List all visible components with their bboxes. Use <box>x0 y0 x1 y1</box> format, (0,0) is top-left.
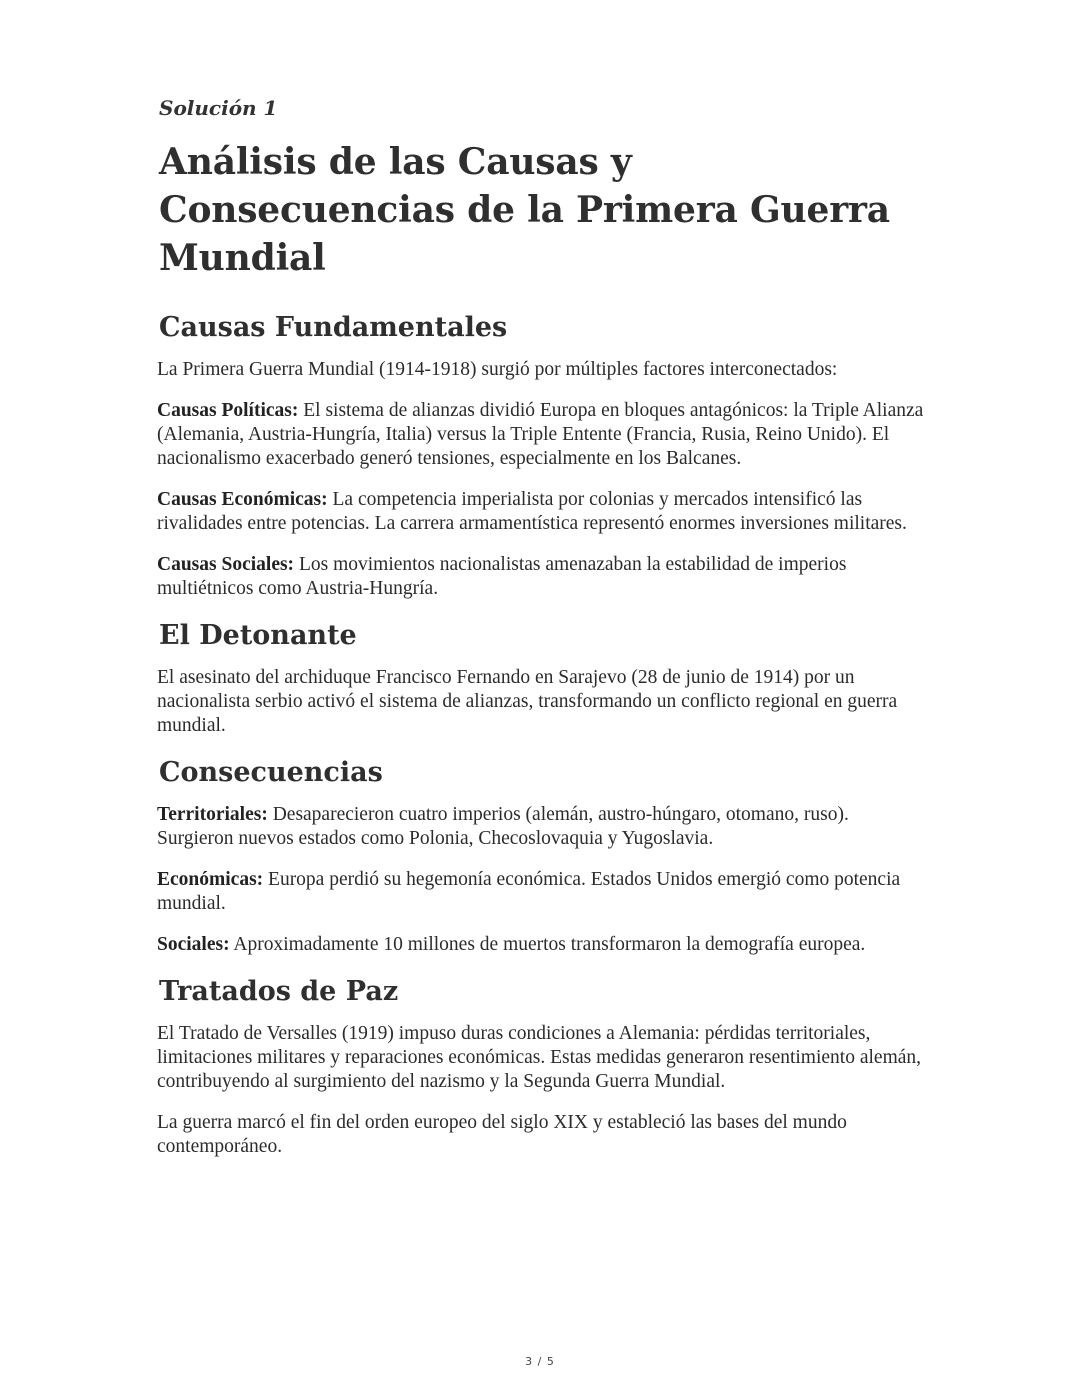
section-heading: Tratados de Paz <box>159 976 399 1007</box>
paragraph <box>157 933 927 957</box>
paragraph-text: El Tratado de Versalles (1919) impuso duras condiciones a Alemania: pérdidas territoriales, limitaciones militares y reparaciones económicas. Estas medidas generaron resentimiento alemán, contribuyendo al surgimiento del nazismo y la Segunda Guerra Mundial. <box>157 1023 922 1092</box>
paragraph <box>157 1111 927 1159</box>
paragraph-label: Sociales: <box>157 934 230 955</box>
paragraph-text: Los movimientos nacionalistas amenazaban la estabilidad de imperios multiétnicos como Austria-Hungría. <box>157 554 847 599</box>
paragraph-text: Aproximadamente 10 millones de muertos transformaron la demografía europea. <box>229 934 866 955</box>
paragraph <box>157 666 927 738</box>
paragraph-label: Causas Económicas: <box>157 489 328 510</box>
paragraph-label: Causas Sociales: <box>157 554 295 575</box>
section-heading: Causas Fundamentales <box>159 312 508 343</box>
paragraph <box>157 803 927 851</box>
paragraph-text: La Primera Guerra Mundial (1914-1918) surgió por múltiples factores interconectados: <box>157 359 838 380</box>
paragraph-text: La guerra marcó el fin del orden europeo del siglo XIX y estableció las bases del mundo contemporáneo. <box>157 1112 847 1157</box>
paragraph-label: Causas Políticas: <box>157 400 299 421</box>
section-causas-fundamentales <box>157 310 927 601</box>
paragraph <box>157 488 927 536</box>
paragraph-text: El sistema de alianzas dividió Europa en bloques antagónicos: la Triple Alianza (Alemania, Austria-Hungría, Italia) versus la Triple Entente (Francia, Rusia, Reino Unido). El nacionalismo exacerbado generó tensiones, especialmente en los Balcanes. <box>157 400 924 469</box>
paragraph <box>157 553 927 601</box>
section-consecuencias <box>157 755 927 957</box>
section-el-detonante <box>157 618 927 738</box>
paragraph-label: Territoriales: <box>157 804 268 825</box>
paragraph-label: Económicas: <box>157 869 264 890</box>
paragraph-text: La competencia imperialista por colonias y mercados intensificó las rivalidades entre potencias. La carrera armamentística representó enormes inversiones militares. <box>157 489 907 534</box>
section-heading: El Detonante <box>159 620 357 651</box>
section-heading: Consecuencias <box>159 757 383 788</box>
paragraph-text: El asesinato del archiduque Francisco Fernando en Sarajevo (28 de junio de 1914) por un nacionalista serbio activó el sistema de alianzas, transformando un conflicto regional en guerra mundial. <box>157 667 898 736</box>
page-title: Análisis de las Causas y Consecuencias de la Primera Guerra Mundial <box>159 141 890 279</box>
paragraph <box>157 358 927 382</box>
document-page <box>157 92 927 1176</box>
solution-label: Solución 1 <box>159 96 278 120</box>
paragraph-text: Desaparecieron cuatro imperios (alemán, austro-húngaro, otomano, ruso). Surgieron nuevos estados como Polonia, Checoslovaquia y Yugoslavia. <box>157 804 849 849</box>
paragraph-text: Europa perdió su hegemonía económica. Estados Unidos emergió como potencia mundial. <box>157 869 901 914</box>
section-tratados-de-paz <box>157 974 927 1159</box>
paragraph <box>157 399 927 471</box>
paragraph <box>157 868 927 916</box>
page-indicator: 3 / 5 <box>525 1355 555 1368</box>
paragraph <box>157 1022 927 1094</box>
